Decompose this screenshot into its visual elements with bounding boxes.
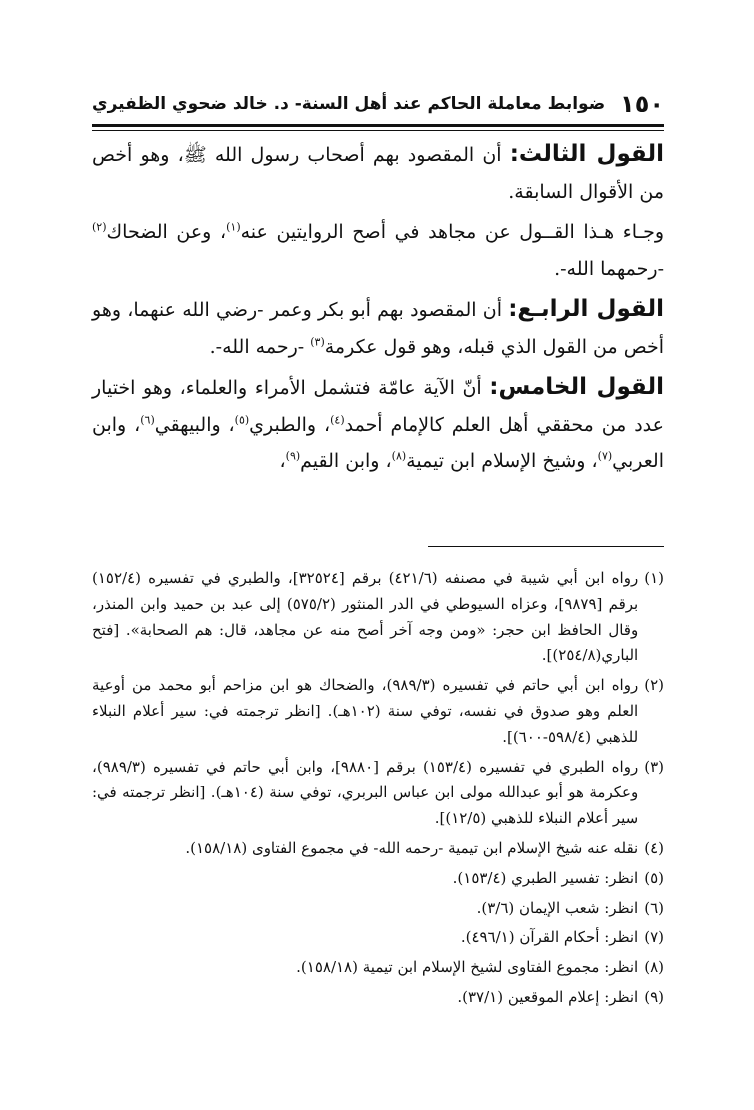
paragraph-text: ، وشيخ الإسلام ابن تيمية — [406, 450, 598, 472]
term-heading: القول الخامس: — [489, 374, 665, 400]
paragraph-text: ، والبيهقي — [154, 413, 235, 436]
paragraph-text: ، وابن العربي — [92, 413, 664, 472]
running-title: ضوابط معاملة الحاكم عند أهل السنة- د. خالد ضحوي الظفيري — [92, 94, 606, 114]
footnote-ref[interactable]: (٨) — [391, 449, 407, 463]
footnote-number: (٣) — [644, 757, 664, 776]
footnote — [92, 866, 664, 892]
footnote-ref[interactable]: (٩) — [285, 449, 301, 463]
footnote-number: (٦) — [644, 898, 664, 917]
footnotes — [92, 566, 664, 1015]
footnote-text: رواه ابن أبي حاتم في تفسيره (٩٨٩/٣)، والضحاك هو ابن مزاحم أبو محمد من أوعية العلم وهو صدوق في نفسه، توفي سنة (١٠٢هـ). [انظر ترجمته في: سير أعلام النبلاء للذهبي (٥٩٨/٤-٦٠٠)]. — [92, 676, 639, 746]
footnote — [92, 566, 664, 669]
paragraph-text: ، وعن الضحاك — [106, 221, 227, 243]
footnote-ref[interactable]: (٣) — [310, 335, 325, 349]
footnote-number: (٩) — [644, 987, 664, 1006]
footnote-text: رواه ابن أبي شيبة في مصنفه (٤٢١/٦) برقم [٣٢٥٢٤]، والطبري في تفسيره (١٥٢/٤) برقم [٩٨٧٩]، وعزاه السيوطي في الدر المنثور (٥٧٥/٢) إلى عبد بن حميد وابن المنذر، وقال الحافظ ابن حجر: «ومن وجه آخر أصح منه عن مجاهد، قال: هم الصحابة». [فتح الباري(٢٥٤/٨)]. — [92, 569, 639, 665]
paragraph-fourth-opinion — [92, 291, 664, 365]
footnote-text: انظر: إعلام الموقعين (٣٧/١). — [457, 987, 639, 1006]
footnote-number: (١) — [644, 569, 664, 587]
paragraph-text: أنّ الآية عامّة فتشمل الأمراء والعلماء، وهو اختيار عدد من محققي أهل العلم كالإمام أحمد — [92, 377, 664, 436]
footnote-number: (٤) — [644, 838, 664, 857]
page-header — [92, 86, 664, 122]
footnote-number: (٢) — [644, 676, 664, 695]
footnote — [92, 836, 664, 862]
footnote-text: رواه الطبري في تفسيره (١٥٣/٤) برقم [٩٨٨٠]، وابن أبي حاتم في تفسيره (٩٨٩/٣)، وعكرمة هو أبو عبدالله مولى ابن عباس البربري، توفي سنة (١٠٤هـ). [انظر ترجمته في: سير أعلام النبلاء للذهبي (١٢/٥)]. — [92, 757, 639, 828]
paragraph-text: -رحمهما الله-. — [554, 257, 664, 280]
footnote-ref[interactable]: (٧) — [597, 449, 613, 463]
paragraph-text: ، والطبري — [249, 413, 331, 436]
footnote — [92, 925, 664, 951]
footnote — [92, 755, 664, 832]
header-rule-thin — [92, 130, 664, 131]
footnote-ref[interactable]: (٢) — [92, 220, 107, 234]
paragraph-text: -رحمه الله-. — [209, 335, 311, 358]
footnote-text: انظر: شعب الإيمان (٣/٦). — [476, 898, 639, 917]
term-heading: القول الثالث: — [509, 141, 664, 167]
paragraph-narration — [92, 214, 664, 287]
paragraph-fifth-opinion — [92, 369, 664, 480]
paragraph-text: ، وابن القيم — [300, 450, 392, 472]
footnote — [92, 985, 664, 1011]
footnote — [92, 955, 664, 981]
footnote — [92, 896, 664, 922]
footnote-number: (٨) — [644, 958, 664, 977]
footnote-text: انظر: أحكام القرآن (٤٩٦/١). — [460, 928, 639, 947]
footnote-ref[interactable]: (١) — [226, 220, 241, 234]
footnote-ref[interactable]: (٤) — [330, 413, 345, 427]
footnote-number: (٧) — [644, 928, 664, 947]
footnote-text: انظر: مجموع الفتاوى لشيخ الإسلام ابن تيمية (١٥٨/١٨). — [296, 958, 639, 977]
footnote-separator — [428, 546, 664, 547]
footnote-ref[interactable]: (٦) — [140, 413, 155, 427]
footnote-number: (٥) — [644, 868, 664, 887]
header-rule-thick — [92, 124, 664, 127]
paragraph-third-opinion — [92, 136, 664, 210]
footnote-text: نقله عنه شيخ الإسلام ابن تيمية -رحمه الله- في مجموع الفتاوى (١٥٨/١٨). — [185, 838, 639, 857]
term-heading: القول الرابـع: — [508, 296, 664, 322]
main-text — [92, 136, 664, 480]
paragraph-text: أن المقصود بهم أبو بكر وعمر -رضي الله عنهما، وهو أخص من القول الذي قبله، وهو قول عكرمة — [92, 299, 664, 358]
paragraph-text: وجـاء هـذا القــول عن مجاهد في أصح الروايتين عنه — [240, 221, 664, 243]
footnote-text: انظر: تفسير الطبري (١٥٣/٤). — [452, 868, 639, 887]
page-number: ١٥٠ — [620, 90, 664, 118]
paragraph-text: أن المقصود بهم أصحاب رسول الله ﷺ، وهو أخص من الأقوال السابقة. — [92, 144, 664, 203]
paragraph-text: ، — [279, 450, 286, 472]
footnote — [92, 673, 664, 750]
footnote-ref[interactable]: (٥) — [234, 413, 250, 427]
